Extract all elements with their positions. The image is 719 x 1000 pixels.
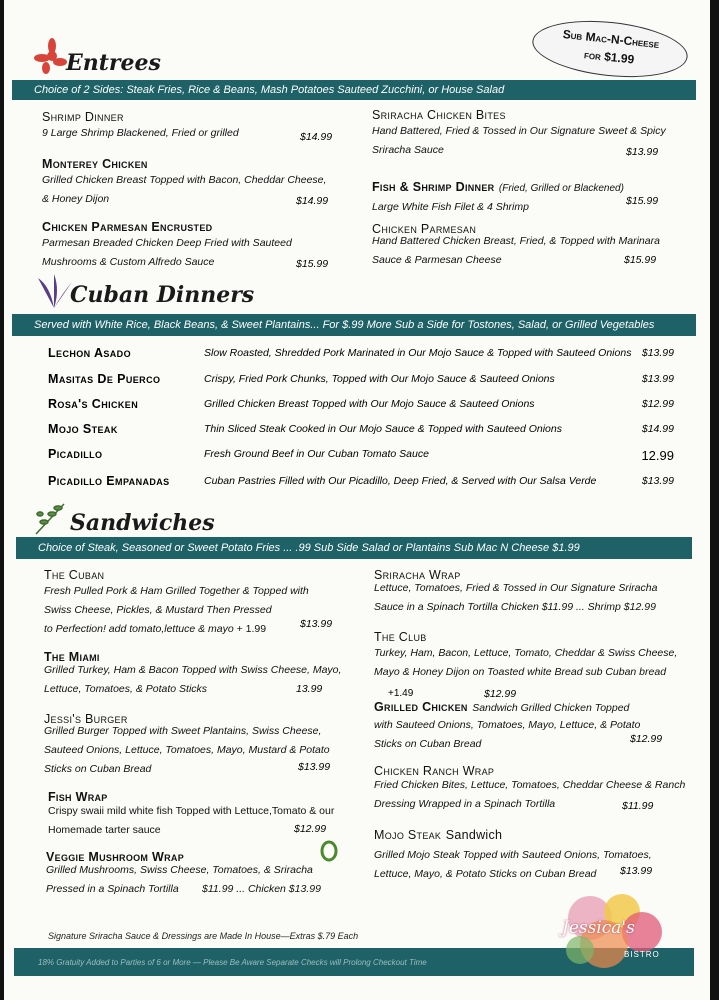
item-desc: Sandwich bbox=[445, 828, 503, 842]
item-desc: Parmesan Breaded Chicken Deep Fried with Sauteed bbox=[42, 237, 292, 249]
item-price: $13.99 bbox=[620, 865, 653, 877]
item-desc: with Sauteed Onions, Tomatoes, Mayo, Lettuce, & Potato bbox=[374, 719, 641, 731]
badge-line1: Sub Mac-N-Cheese bbox=[562, 27, 660, 52]
item-name: Shrimp Dinner bbox=[42, 110, 124, 124]
item-price: $15.99 bbox=[624, 254, 657, 266]
gratuity-band: 18% Gratuity Added to Parties of 6 or More — Please Be Aware Separate Checks will Prolong Checkout Time bbox=[14, 948, 694, 976]
item-name: Chicken Parmesan bbox=[372, 222, 477, 236]
sandwiches-sides-band: Choice of Steak, Seasoned or Sweet Potato Fries ... .99 Sub Side Salad or Plantains Sub Mac N Cheese $1.99 bbox=[16, 537, 692, 559]
item-desc: Sandwich Grilled Chicken Topped bbox=[472, 702, 630, 714]
item-price: $12.99 bbox=[630, 733, 663, 745]
item-name: Monterey Chicken bbox=[42, 157, 148, 171]
sandwich-veggie-mushroom-wrap bbox=[46, 850, 346, 899]
item-price: $13.99 bbox=[298, 761, 331, 773]
item-price: $14.99 bbox=[641, 423, 674, 435]
cuban-sides-band: Served with White Rice, Black Beans, & Sweet Plantains... For $.99 More Sub a Side for Tostones, Salad, or Grilled Vegetables bbox=[12, 314, 696, 336]
item-desc: & Honey Dijon bbox=[42, 193, 110, 205]
item-price: $14.99 bbox=[296, 195, 329, 207]
item-name: Fish Wrap bbox=[48, 790, 108, 804]
item-desc: Crispy, Fried Pork Chunks, Topped with Our Mojo Sauce & Sauteed Onions bbox=[204, 373, 555, 385]
item-price: $15.99 bbox=[296, 258, 329, 270]
item-name: Jessi's Burger bbox=[44, 712, 128, 726]
item-name: Picadillo Empanadas bbox=[48, 474, 170, 488]
sandwiches-heading: Sandwiches bbox=[70, 510, 215, 536]
item-name: Grilled Chicken bbox=[374, 700, 468, 714]
item-name: Picadillo bbox=[48, 447, 103, 461]
item-name: Mojo Steak bbox=[374, 828, 442, 842]
item-desc: Hand Battered Chicken Breast, Fried, & Topped with Marinara bbox=[372, 235, 660, 247]
item-price: $11.99 ... Chicken $13.99 bbox=[202, 883, 321, 895]
item-price: $14.99 bbox=[300, 131, 333, 143]
item-price: $13.99 bbox=[641, 475, 674, 487]
item-desc: Hand Battered, Fried & Tossed in Our Signature Sweet & Spicy bbox=[372, 125, 666, 137]
item-desc: Sriracha Sauce bbox=[372, 144, 444, 156]
entree-shrimp-dinner bbox=[42, 110, 342, 143]
item-name: Fish & Shrimp Dinner bbox=[372, 180, 495, 194]
item-name: Sriracha Wrap bbox=[374, 568, 461, 582]
item-desc: Large White Fish Filet & 4 Shrimp bbox=[372, 201, 529, 213]
item-desc: Turkey, Ham, Bacon, Lettuce, Tomato, Cheddar & Swiss Cheese, bbox=[374, 647, 678, 659]
item-price: $13.99 bbox=[641, 373, 674, 385]
item-extra: + 1.99 bbox=[236, 623, 267, 635]
logo-text: Jessica's bbox=[562, 918, 635, 938]
item-price: $12.99 bbox=[294, 823, 327, 835]
item-desc: Grilled Mushrooms, Swiss Cheese, Tomatoes, & Sriracha bbox=[46, 864, 313, 876]
item-name: The Club bbox=[374, 630, 427, 644]
item-price: $13.99 bbox=[626, 146, 659, 158]
sprig-icon bbox=[30, 500, 70, 536]
item-name: The Cuban bbox=[44, 568, 105, 582]
item-desc: Swiss Cheese, Pickles, & Mustard Then Pressed bbox=[44, 604, 272, 616]
item-price: $13.99 bbox=[300, 618, 333, 630]
item-extra: +1.49 bbox=[388, 688, 414, 699]
item-desc: Grilled Chicken Breast Topped with Bacon, Cheddar Cheese, bbox=[42, 174, 327, 186]
item-desc: Mushrooms & Custom Alfredo Sauce bbox=[42, 256, 215, 268]
item-desc: Homemade tarter sauce bbox=[48, 824, 161, 836]
item-desc: Sticks on Cuban Bread bbox=[374, 738, 482, 750]
item-name: Masitas De Puerco bbox=[48, 372, 161, 386]
item-desc: Grilled Turkey, Ham & Bacon Topped with Swiss Cheese, Mayo, bbox=[44, 664, 342, 676]
item-price: 12.99 bbox=[641, 448, 674, 463]
sandwich-grilled-chicken bbox=[374, 698, 694, 754]
entrees-sides-band: Choice of 2 Sides: Steak Fries, Rice & Beans, Mash Potatoes Sauteed Zucchini, or House Salad bbox=[12, 80, 696, 100]
item-desc: to Perfection! add tomato,lettuce & mayo bbox=[44, 623, 234, 635]
item-desc: Crispy swaii mild white fish Topped with Lettuce,Tomato & our bbox=[48, 805, 335, 817]
item-name: Veggie Mushroom Wrap bbox=[46, 850, 185, 864]
mac-n-cheese-badge bbox=[530, 14, 691, 84]
sandwich-the-club bbox=[374, 630, 694, 682]
item-desc: 9 Large Shrimp Blackened, Fried or grilled bbox=[42, 127, 239, 139]
item-desc: Cuban Pastries Filled with Our Picadillo, Deep Fried, & Served with Our Salsa Verde bbox=[204, 475, 597, 487]
item-name: The Miami bbox=[44, 650, 100, 664]
badge-line2: for $1.99 bbox=[583, 47, 635, 67]
footnote: Signature Sriracha Sauce & Dressings are Made In House—Extras $.79 Each bbox=[48, 931, 359, 941]
item-desc: Grilled Burger Topped with Sweet Plantains, Swiss Cheese, bbox=[44, 725, 322, 737]
item-price: $12.99 bbox=[484, 688, 517, 700]
flower-icon bbox=[34, 38, 70, 74]
item-name: Rosa's Chicken bbox=[48, 397, 139, 411]
cuban-row bbox=[48, 346, 688, 370]
item-desc: Dressing Wrapped in a Spinach Tortilla bbox=[374, 798, 556, 810]
item-desc: Fried Chicken Bites, Lettuce, Tomatoes, Cheddar Cheese & Ranch bbox=[374, 779, 686, 791]
item-name: Chicken Parmesan Encrusted bbox=[42, 220, 213, 234]
item-desc: Lettuce, Tomatoes, Fried & Tossed in Our Signature Sriracha bbox=[374, 582, 658, 594]
item-price: $15.99 bbox=[626, 195, 659, 207]
item-name: Lechon Asado bbox=[48, 346, 131, 360]
logo-sub: BISTRO bbox=[624, 950, 660, 959]
item-desc: Sauce in a Spinach Tortilla Chicken $11.99 ... Shrimp $12.99 bbox=[374, 601, 656, 613]
item-desc: Fresh Ground Beef in Our Cuban Tomato Sauce bbox=[204, 448, 429, 460]
item-desc: Mayo & Honey Dijon on Toasted white Bread sub Cuban bread bbox=[374, 666, 667, 678]
item-desc: Grilled Mojo Steak Topped with Sauteed Onions, Tomatoes, bbox=[374, 849, 652, 861]
item-price: $11.99 bbox=[622, 800, 654, 812]
item-desc: Grilled Chicken Breast Topped with Our Mojo Sauce & Sauteed Onions bbox=[204, 398, 535, 410]
item-desc: Sauteed Onions, Lettuce, Tomatoes, Mayo, Mustard & Potato bbox=[44, 744, 330, 756]
item-desc: Thin Sliced Steak Cooked in Our Mojo Sauce & Topped with Sauteed Onions bbox=[204, 423, 562, 435]
cuban-row bbox=[48, 372, 688, 396]
item-note: (Fried, Grilled or Blackened) bbox=[498, 183, 624, 194]
item-desc: Fresh Pulled Pork & Ham Grilled Together & Topped with bbox=[44, 585, 309, 597]
menu-page bbox=[4, 0, 710, 1000]
cuban-row bbox=[48, 422, 688, 446]
item-desc: Pressed in a Spinach Tortilla bbox=[46, 883, 179, 895]
item-desc: Sticks on Cuban Bread bbox=[44, 763, 152, 775]
cuban-heading: Cuban Dinners bbox=[70, 282, 255, 308]
item-desc: Sauce & Parmesan Cheese bbox=[372, 254, 502, 266]
sandwich-the-cuban bbox=[44, 568, 344, 639]
item-price: $12.99 bbox=[641, 398, 674, 410]
item-name: Chicken Ranch Wrap bbox=[374, 764, 495, 778]
item-price: $13.99 bbox=[641, 347, 674, 359]
item-desc: Lettuce, Mayo, & Potato Sticks on Cuban Bread bbox=[374, 868, 597, 880]
item-name: Sriracha Chicken Bites bbox=[372, 108, 506, 122]
item-price: 13.99 bbox=[296, 683, 323, 695]
entrees-heading: Entrees bbox=[66, 50, 161, 76]
item-desc: Lettuce, Tomatoes, & Potato Sticks bbox=[44, 683, 208, 695]
cuban-row bbox=[48, 397, 688, 421]
cuban-row bbox=[48, 447, 688, 471]
sandwich-sriracha-wrap bbox=[374, 568, 694, 617]
cuban-row bbox=[48, 474, 688, 498]
item-name: Mojo Steak bbox=[48, 422, 118, 436]
item-desc: Slow Roasted, Shredded Pork Marinated in Our Mojo Sauce & Topped with Sauteed Onions bbox=[204, 347, 632, 359]
